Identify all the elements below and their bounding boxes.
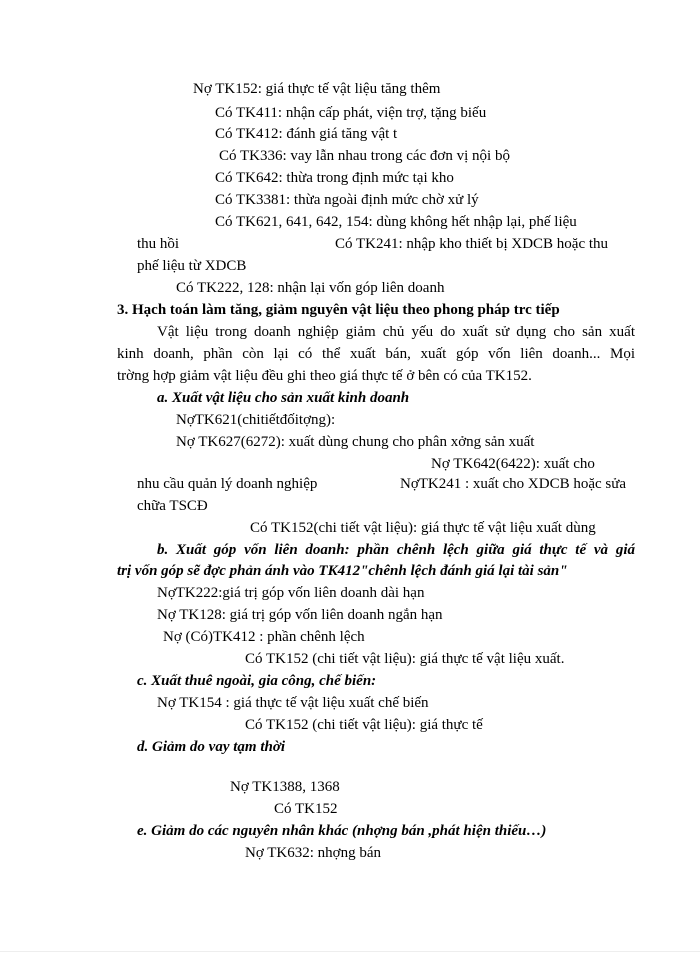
entry-credit-tk222: Có TK222, 128: nhận lại vốn góp liên doanh xyxy=(176,280,445,296)
entry-credit-tk642: Có TK642: thừa trong định mức tại kho xyxy=(215,170,454,186)
entry-debit-tk632: Nợ TK632: nhợng bán xyxy=(245,845,381,861)
entry-debit-tk642: Nợ TK642(6422): xuất cho xyxy=(431,456,595,472)
subheading-d: d. Giảm do vay tạm thời xyxy=(137,739,286,755)
entry-credit-tk621: Có TK621, 641, 642, 154: dùng không hết nhập lại, phế liệu xyxy=(215,214,577,230)
page-divider xyxy=(0,951,700,952)
entry-credit-tk152: Có TK152 (chi tiết vật liệu): giá thực tế xyxy=(245,717,483,733)
subheading-e: e. Giảm do các nguyên nhân khác (nhợng bán ,phát hiện thiếu…) xyxy=(137,823,547,839)
entry-debit-tk154: Nợ TK154 : giá thực tế vật liệu xuất chế biến xyxy=(157,695,429,711)
section-heading-3: 3. Hạch toán làm tăng, giảm nguyên vật liệu theo phong pháp trc tiếp xyxy=(117,302,560,318)
entry-debit-tk621: NợTK621(chitiếtđốitợng): xyxy=(176,412,336,428)
entry-credit-tk152: Có TK152 (chi tiết vật liệu): giá thực tế vật liệu xuất. xyxy=(245,651,565,667)
entry-credit-tk3381: Có TK3381: thừa ngoài định mức chờ xử lý xyxy=(215,192,479,208)
entry-debit-tk222: NợTK222:giá trị góp vốn liên doanh dài hạn xyxy=(157,585,425,601)
entry-debit-tk1388: Nợ TK1388, 1368 xyxy=(230,779,340,795)
entry-credit-tk411: Có TK411: nhận cấp phát, viện trợ, tặng biếu xyxy=(215,105,487,121)
subheading-c: c. Xuất thuê ngoài, gia công, chế biến: xyxy=(137,673,377,689)
entry-credit-tk412: Có TK412: đánh giá tăng vật t xyxy=(215,126,398,142)
entry-debit-tk241: NợTK241 : xuất cho XDCB hoặc sửa xyxy=(400,476,627,492)
entry-credit-tk336: Có TK336: vay lẫn nhau trong các đơn vị nội bộ xyxy=(219,148,510,164)
paragraph-line: trờng hợp giảm vật liệu đều ghi theo giá thực tế ở bên có của TK152. xyxy=(117,368,532,384)
entry-debit-tk152: Nợ TK152: giá thực tế vật liệu tăng thêm xyxy=(193,81,441,97)
entry-debit-tk128: Nợ TK128: giá trị góp vốn liên doanh ngắn hạn xyxy=(157,607,443,623)
entry-continued-text: phế liệu từ XDCB xyxy=(137,258,247,274)
subheading-a: a. Xuất vật liệu cho sản xuất kinh doanh xyxy=(157,390,410,406)
paragraph-line: Vật liệu trong doanh nghiệp giảm chủ yếu do xuất sử dụng cho sản xuất xyxy=(157,324,635,340)
entry-continued-text: thu hồi xyxy=(137,236,180,252)
entry-credit-tk152: Có TK152(chi tiết vật liệu): giá thực tế vật liệu xuất dùng xyxy=(250,520,596,536)
entry-credit-tk152: Có TK152 xyxy=(274,801,338,817)
entry-credit-tk241: Có TK241: nhập kho thiết bị XDCB hoặc thu xyxy=(335,236,609,252)
entry-debit-credit-tk412: Nợ (Có)TK412 : phần chênh lệch xyxy=(163,629,365,645)
entry-debit-tk627: Nợ TK627(6272): xuất dùng chung cho phân xởng sản xuất xyxy=(176,434,535,450)
subheading-b: b. Xuất góp vốn liên doanh: phần chênh lệch giữa giá thực tế và giá xyxy=(157,542,635,558)
paragraph-line: kinh doanh, phần còn lại có thể xuất bán, xuất góp vốn liên doanh... Mọi xyxy=(117,346,635,362)
entry-continued-text: nhu cầu quản lý doanh nghiệp xyxy=(137,476,318,492)
entry-continued-text: chữa TSCĐ xyxy=(137,498,208,514)
subheading-b-continued: trị vốn góp sẽ đợc phản ánh vào TK412"chênh lệch đánh giá lại tài sản" xyxy=(117,563,568,579)
